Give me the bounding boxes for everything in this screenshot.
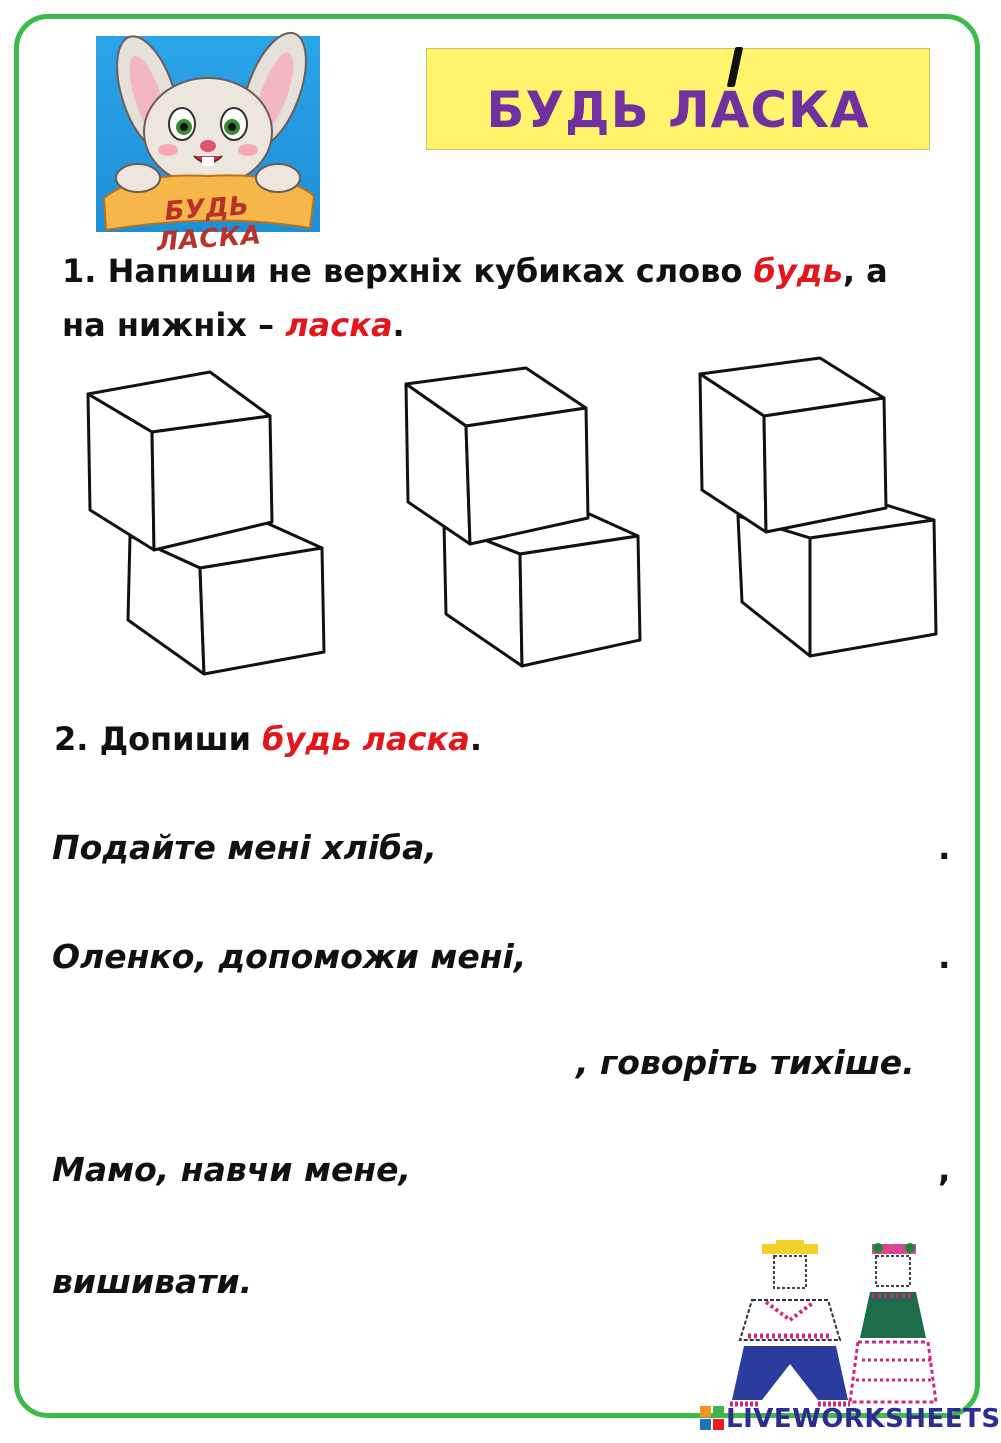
sentence-5: вишивати. xyxy=(52,1262,253,1301)
sentence-1-end: . xyxy=(938,828,951,867)
cube-top-2[interactable] xyxy=(406,368,588,544)
task2-phrase: будь ласка xyxy=(262,720,470,758)
cube-top-1[interactable] xyxy=(88,372,272,550)
task2-number: 2. xyxy=(54,720,89,758)
title-box xyxy=(426,48,930,150)
task2-end: . xyxy=(469,720,483,758)
sentence-4-end: , xyxy=(938,1150,951,1189)
embroidery-figures-image xyxy=(722,1240,962,1415)
task2-heading xyxy=(54,712,482,766)
watermark-text: LIVEWORKSHEETS xyxy=(726,1404,1001,1434)
task1-line1 xyxy=(62,244,888,298)
sentence-2-end: . xyxy=(938,937,951,976)
task1-line2-text: на нижніх – xyxy=(62,306,286,344)
task1-end: . xyxy=(392,306,405,344)
page-title: БУДЬ ЛАСКА xyxy=(486,81,870,139)
sentence-1: Подайте мені хліба, xyxy=(52,828,437,867)
liveworksheets-logo-icon xyxy=(700,1406,724,1430)
task1-text: Напиши не верхніх кубиках слово xyxy=(107,252,754,290)
sentence-3: , говоріть тихіше. xyxy=(576,1043,915,1082)
cube-top-3[interactable] xyxy=(700,358,886,532)
sentence-4: Мамо, навчи мене, xyxy=(52,1150,412,1189)
liveworksheets-watermark xyxy=(700,1404,1001,1440)
cubes-illustration xyxy=(80,340,950,680)
task1-text-middle: , а xyxy=(842,252,888,290)
sentence-2: Оленко, допоможи мені, xyxy=(52,937,527,976)
cover-title: БУДЬ ЛАСКА xyxy=(155,191,263,258)
task1-word2: ласка xyxy=(285,306,393,344)
task2-text: Допиши xyxy=(99,720,263,758)
task1-number: 1. xyxy=(62,252,97,290)
task1-word1: будь xyxy=(753,252,843,290)
book-cover-image xyxy=(96,36,320,258)
